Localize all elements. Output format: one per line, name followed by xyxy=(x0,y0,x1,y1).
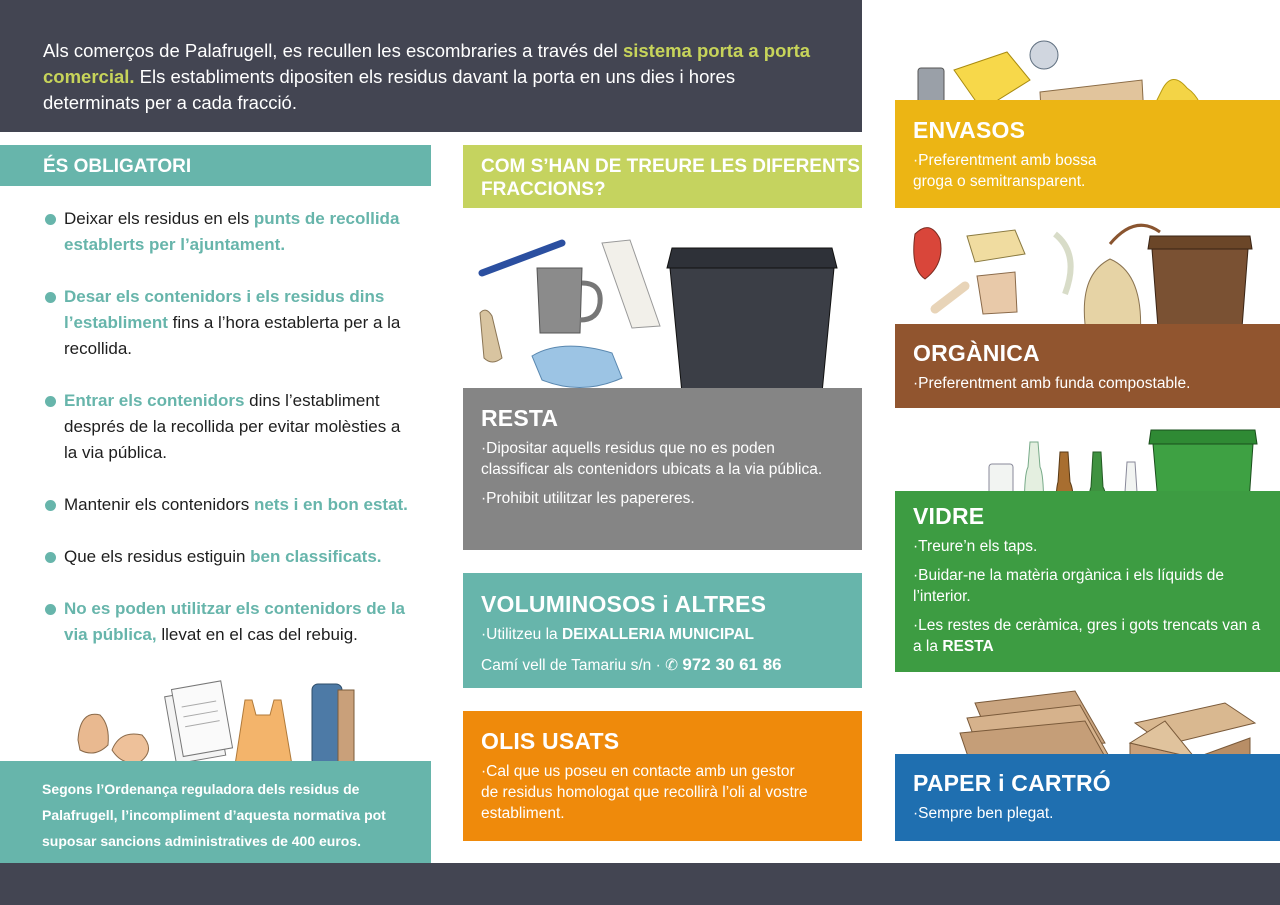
organica-card xyxy=(895,324,1280,408)
olis-title: OLIS USATS xyxy=(481,728,620,754)
envasos-card xyxy=(895,100,1280,208)
vidre-title: VIDRE xyxy=(913,503,985,529)
vidre-card xyxy=(895,491,1280,672)
resta-title: RESTA xyxy=(481,405,559,431)
footer-band xyxy=(0,863,1280,905)
obligatori-heading: ÉS OBLIGATORI xyxy=(0,145,431,186)
paper-title: PAPER i CARTRÓ xyxy=(913,770,1111,796)
voluminosos-contact: Camí vell de Tamariu s/n · ✆ 972 30 61 86 xyxy=(481,655,782,674)
paper-line-1: ·Sempre ben plegat. xyxy=(913,805,1054,822)
organica-line-1: ·Preferentment amb funda compostable. xyxy=(913,375,1191,392)
envasos-line-1: ·Preferentment amb bossa groga o semitransparent. xyxy=(913,152,1097,190)
intro-banner xyxy=(0,0,862,132)
vidre-line-1: ·Treure’n els taps. xyxy=(913,538,1038,555)
resta-line-2: ·Prohibit utilitzar les papereres. xyxy=(481,490,695,507)
phone-icon: ✆ xyxy=(665,657,679,674)
paper-card xyxy=(895,754,1280,841)
resta-card xyxy=(463,388,862,550)
obligatori-item: No es poden utilitzar els contenidors de la via pública, llevat en el cas del rebuig. xyxy=(43,596,413,648)
obligatori-item: Mantenir els contenidors nets i en bon estat. xyxy=(43,492,413,518)
vidre-line-2: ·Buidar-ne la matèria orgànica i els líquids de l’interior. xyxy=(913,567,1225,605)
olis-line-1: ·Cal que us poseu en contacte amb un gestor de residus homologat que recollirà l’oli al vostre establiment. xyxy=(481,763,808,822)
envasos-title: ENVASOS xyxy=(913,117,1026,143)
obligatori-list xyxy=(43,206,413,674)
obligatori-item: Que els residus estiguin ben classificats. xyxy=(43,544,413,570)
obligatori-item: Deixar els residus en els punts de recollida establerts per l’ajuntament. xyxy=(43,206,413,258)
obligatori-item: Entrar els contenidors dins l’establiment després de la recollida per evitar molèsties a la via pública. xyxy=(43,388,413,466)
intro-text: Als comerços de Palafrugell, es recullen les escombraries a través del xyxy=(43,40,623,61)
vidre-line-3: ·Les restes de ceràmica, gres i gots trencats van a a la RESTA xyxy=(913,617,1261,655)
intro-text-2: Els establiments dipositen els residus davant la porta en uns dies i hores determinats per a cada fracció. xyxy=(43,66,736,113)
voluminosos-line-1: ·Utilitzeu la DEIXALLERIA MUNICIPAL xyxy=(481,626,754,643)
organica-title: ORGÀNICA xyxy=(913,340,1040,366)
resta-line-1: ·Dipositar aquells residus que no es poden classificar als contenidors ubicats a la via pública. xyxy=(481,440,823,478)
voluminosos-title: VOLUMINOSOS i ALTRES xyxy=(481,591,767,617)
fractions-heading: COM S’HAN DE TREURE LES DIFERENTS FRACCIONS? xyxy=(463,145,862,208)
intro-highlight: sistema porta a porta comercial. xyxy=(43,40,811,87)
obligatori-item: Desar els contenidors i els residus dins l’establiment fins a l’hora establerta per a la recollida. xyxy=(43,284,413,362)
phone-number[interactable]: 972 30 61 86 xyxy=(682,655,782,674)
olis-card xyxy=(463,711,862,841)
voluminosos-card xyxy=(463,573,862,688)
sanction-notice: Segons l’Ordenança reguladora dels residus de Palafrugell, l’incompliment d’aquesta normativa pot suposar sancions administratives de 400 euros. xyxy=(0,761,431,863)
residue-illustration-icon xyxy=(70,680,370,770)
